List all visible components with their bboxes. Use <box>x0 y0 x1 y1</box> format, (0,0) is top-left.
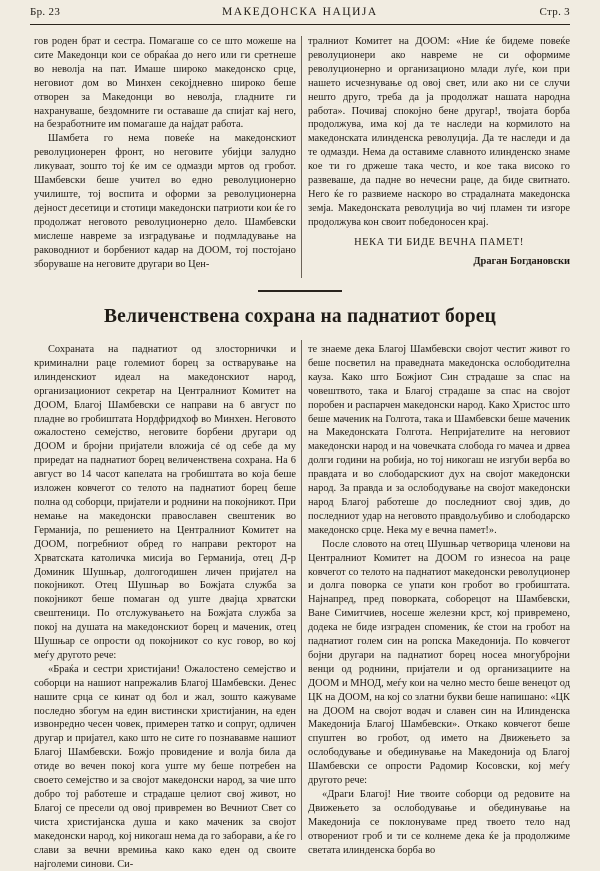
page-header <box>30 6 570 24</box>
article-column-bottom-left <box>34 343 297 870</box>
article-column-top-right <box>308 35 570 280</box>
author-signature: Драган Богдановски <box>473 255 570 267</box>
header-rule <box>30 24 570 25</box>
paragraph: те знаеме дека Благој Шамбевски својот честит живот го беше посветил на праведната македонска ослободителна кауза. Како што Божјиот Син страдаше за спас на човештвото, така и Благој страдаше за спас на својот поробен и распарчен македонски народ. Како Христос што беше маченик на Голгота, така и Шамбевски беше маченик на Македонската Голгота. Непријателите на неговиот македонски народ и на човечката слобода го мачеа и дрвеа долги години на робија, но тој никогаш не изгуби верба во правдата и во слободарскиот дух на својот македонски народ. За правда и за ослободување на својот македонски народ Благој работеше до последниот свој здив, до последниот удар на неговото правдољубиво и слободарско македонско срце. Нека му е вечна памет!». <box>308 344 570 536</box>
paragraph: Сохраната на паднатиот од злосторнички и криминални раце големиот борец за остварување на илинденскиот идеал на македонскиот народ, организациониот секретар на Централниот Комитет на ДООМ, Благој Шамбевски се направи на 6 август по пладне во гробиштата Нордфридхоф во Минхен. Неговото ожалостено семејство, неговите борбени другари од ДООМ и бројни пријатели вложија сé од себе да му приредат на паднатиот борец величенствена сохрана. На 6 август во 14 часот капелата на гробиштата во која беше изложен ковчегот со телото на паднатиот борец беше полна од соборци, пријатели и роднини на покојникот. При немање на македонски православен свештеник во Германија, по решението на Централниот Комитет на ДООМ, погребниот обред го направи ректорот на Хрватската католичка мисија во Германија, отец Д-р Доминик Шушњар, долгогодишен личен пријател на покојникот. Отец Шушњар во Божјата служба за покојникот беше помаган од уште двајца хрватски свештеници. По отслужувањето на Божјата служба за покој на душата на македонскиот борец и маченик, отец Шушњар се опрости од покојникот со кус говор, во кој меѓу другото рече: <box>34 344 296 661</box>
page-number: Стр. 3 <box>539 6 570 18</box>
paragraph: После словото на отец Шушњар четворица членови на Централниот Комитет на ДООМ го изнесоа на раце ковчегот со телото на паднатиот македонски револуционер и долга поворка се упати кон гробот во гробиштата. Најнапред, пред поворката, соборецот на Шамбевски, Ване Симитчиев, носеше железни крст, кој привремено, додека не биде изграден споменик, ќе стои на гробот на паднатиот голем син на ропска Македонија. По ковчегот бојни другари на паднатиот борец носеа многубројни венци од роднини, пријатели и од организациите на ДООМ и МНОД, меѓу кои на челно место беше венецот од ЦК на ДООМ, на кој со златни букви беше напишано: «ЦК на ДООМ на својот водач и славен син на Илинденска Македонија Благој Шамбевски». Откако ковчегот беше спуштен во гробот, од името на Движењето за ослободување и обединување на Македонија од Благој Шамбевски се опрости Радомир Косовски, кој меѓу другото рече: <box>308 538 570 787</box>
issue-number: Бр. 23 <box>30 6 61 18</box>
column-divider-bottom <box>301 340 302 840</box>
article-column-bottom-right <box>308 343 570 856</box>
article-headline: Величенствена сохрана на паднатиот борец <box>103 306 497 327</box>
paragraph: тралниот Комитет на ДООМ: «Ние ќе бидеме повеќе револуционери ако навреме не си оформиме револуционерно и организационо млади луѓе, кои при нашето исчезнување од овој свет, или ако ни се случи нешто друго, треба да ја продолжат нашата народна работа». Почивај спокојно бене другар!, твојата борба продолжува, има кој да те наследи на кормилото на македонската илинденска револуција. Да те наследи и да те одмазди. Нема да оставиме славното илинденско знаме кое ти го држеше така често, и кое така високо го развеваше, да падне во нечесни раце, да биде свитнато. Него ќе го развиеме наскоро во страдалната македонска земја. Македонската револуција во чиј пламен ти изгоре продолжува кон своит победоносен крај. <box>308 36 570 228</box>
closing-block <box>308 236 570 269</box>
paragraph: Шамбета го нема повеќе на македонскиот револуционерен фронт, но неговите убијци залудно ликуваат, зошто тој ќе им се одмазди мртов од гробот. Шамбевски беше учител во едно револуционерно училиште, тој воспита и оформи за револуционерна дејност десетици и стотици македонски патриоти кои ќе го продолжат неговото револуционерно дело. Шамбевски мислеше навреме за изградување и подмладување на раководниот и борбениот кадар на ДООМ, тој постојано зборуваше на неговите другари во Цен- <box>34 133 296 270</box>
paragraph: «Браќа и сестри христијани! Ожалостено семејство и соборци на нашиот напрежалив Благој Шамбевски. Денес нашите срца се кинат од бол и жал, зошто кажуваме последно збогум на един вистински христијанин, на еден извонредно чесен човек, примерен татко и сопруг, одличен другар и пријател, како што не сите го познававме нашиот Благој Шамбевски. Божјо провидение и волја била да отиде во вечен покој кога уште му беше потребен на своето семејство и за својот македонски народ, за чие што добро тој работеше и страдаше целиот свој живот, но Благој се пресели од овој привремен во Вечниот Свет со чиста христијанска душа и како маченик за својот македонски народ, кој никогаш нема да го заборави, а ќе го слави за вечни времиња како како еден од своите најголеми синови. Си- <box>34 663 297 870</box>
article-column-top-left <box>34 35 296 280</box>
publication-title: МАКЕДОНСКА НАЦИЈА <box>221 6 378 18</box>
paragraph: «Драги Благој! Ние твоите соборци од редовите на Движењето за ослободување и обединување на Македонија се поклонуваме пред твоето тело над отворениот гроб и ти се колнеме дека ќе ја продолжиме светата илинденска борба во <box>308 789 570 856</box>
tribute-line: НЕКА ТИ БИДЕ ВЕЧНА ПАМЕТ! <box>354 236 524 248</box>
paragraph: гов роден брат и сестра. Помагаше со се што можеше на сите Македонци кои се обраќаа до него или ги сретнеше во неволја на пат. Имаше широко македонско срце, неговиот дом во Минхен секојдневно широко беше отворен за Македонци во неволја, гладните ги нахрануваше, бездомните ги оставаше да спијат кај него, на безработните им помагаше да најдат работа. <box>34 36 296 131</box>
column-divider-top <box>301 36 302 278</box>
section-divider <box>258 290 342 292</box>
